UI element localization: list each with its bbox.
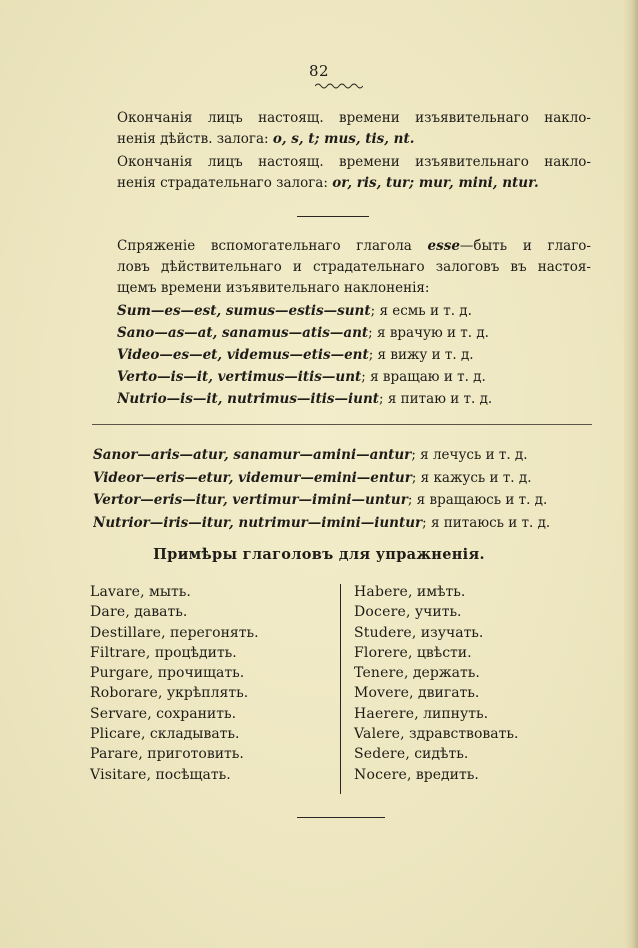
latin-verb: Habere xyxy=(354,584,408,600)
latin-forms: Sano—as—at, sanamus—atis—ant xyxy=(117,325,369,341)
conjugation-intro xyxy=(117,236,591,299)
russian-meaning: , двигать. xyxy=(409,685,480,702)
intro-line-1-text: Спряженіе вспомогательнаго глагола xyxy=(117,238,428,254)
russian-meaning: , процѣдить. xyxy=(145,644,237,661)
russian-meaning: , здравствовать. xyxy=(400,726,519,743)
examples-right-column xyxy=(354,582,594,785)
russian-meaning: , укрѣплять. xyxy=(157,685,249,702)
latin-verb: Valere xyxy=(354,726,401,743)
russian-meaning: , складывать. xyxy=(140,726,240,743)
russian-meaning: , держать. xyxy=(404,665,480,682)
page-number: 82 xyxy=(308,62,330,80)
passive-conjugation-row xyxy=(93,489,603,512)
example-verb xyxy=(354,663,594,683)
latin-verb: Haerere xyxy=(354,705,415,722)
intro-line-3: щемъ времени изъявительнаго наклоненія: xyxy=(117,280,430,296)
russian-meaning: , липнуть. xyxy=(414,705,489,722)
latin-forms: Nutrio—is—it, nutrimus—itis—iunt xyxy=(117,391,380,407)
active-endings-line-2 xyxy=(117,129,591,150)
examples-left-column xyxy=(90,582,330,785)
end-divider xyxy=(297,817,385,818)
russian-translation: ; я кажусь и т. д. xyxy=(411,469,532,486)
passive-endings-suffixes: or, ris, tur; mur, mini, ntur. xyxy=(332,175,539,191)
example-verb xyxy=(90,582,330,602)
passive-conjugation-row xyxy=(93,467,603,490)
example-verb xyxy=(354,765,594,785)
intro-esse-word: esse xyxy=(427,238,460,254)
active-conjugation-row xyxy=(117,388,597,410)
russian-meaning: , изучать. xyxy=(411,624,484,641)
intro-line-1-end: —быть и глаго- xyxy=(459,238,591,254)
russian-translation: ; я питаюсь и т. д. xyxy=(422,514,551,531)
active-conjugation-row xyxy=(117,344,597,366)
example-verb xyxy=(90,602,330,622)
russian-translation: ; я питаю и т. д. xyxy=(379,391,493,407)
latin-verb: Plicare xyxy=(90,726,141,743)
active-conjugation-row xyxy=(117,322,597,344)
page-number-ornament xyxy=(315,82,363,90)
russian-meaning: , мыть. xyxy=(140,584,191,600)
latin-verb: Studere xyxy=(354,624,412,641)
latin-forms: Vertor—eris—itur, vertimur—imini—untur xyxy=(93,492,408,508)
latin-forms: Video—es—et, videmus—etis—ent xyxy=(117,347,369,363)
intro-line-1 xyxy=(117,236,591,257)
latin-forms: Nutrior—iris—itur, nutrimur—imini—iuntur xyxy=(93,514,423,531)
latin-verb: Docere xyxy=(354,604,406,621)
column-divider xyxy=(340,584,341,794)
example-verb xyxy=(354,643,594,663)
russian-translation: ; я вижу и т. д. xyxy=(368,347,474,363)
latin-verb: Sedere xyxy=(354,746,406,763)
latin-verb: Nocere xyxy=(354,766,407,783)
russian-meaning: , цвѣсти. xyxy=(407,644,472,661)
russian-meaning: , учить. xyxy=(405,604,462,621)
latin-verb: Parare xyxy=(90,746,139,763)
russian-translation: ; я лечусь и т. д. xyxy=(411,447,528,463)
active-endings-text: ненія дѣйств. залога: xyxy=(117,131,273,147)
russian-translation: ; я врачую и т. д. xyxy=(368,325,489,341)
russian-translation: ; я вращаю и т. д. xyxy=(361,369,486,385)
latin-forms: Sum—es—est, sumus—estis—sunt xyxy=(117,303,371,319)
latin-verb: Purgare xyxy=(90,665,149,682)
active-conjugation-list xyxy=(117,300,597,410)
active-conjugation-row xyxy=(117,366,597,388)
horizontal-separator xyxy=(92,424,592,425)
russian-meaning: , приготовить. xyxy=(138,746,244,763)
russian-meaning: , прочищать. xyxy=(148,665,245,682)
russian-translation: ; я вращаюсь и т. д. xyxy=(407,492,548,508)
latin-verb: Tenere xyxy=(354,665,405,682)
latin-verb: Movere xyxy=(354,685,410,702)
latin-verb: Florere xyxy=(354,644,408,661)
active-endings-suffixes: o, s, t; mus, tis, nt. xyxy=(272,131,415,147)
active-conjugation-row xyxy=(117,300,597,322)
russian-translation: ; я есмь и т. д. xyxy=(370,303,472,319)
examples-heading: Примѣры глаголовъ для упражненія. xyxy=(153,546,485,563)
page-edge-shadow xyxy=(624,0,638,948)
russian-meaning: , вредить. xyxy=(406,766,479,783)
example-verb xyxy=(90,683,330,703)
example-verb xyxy=(90,704,330,724)
example-verb xyxy=(354,623,594,643)
latin-verb: Servare xyxy=(90,705,148,722)
example-verb xyxy=(354,744,594,764)
passive-conjugation-row xyxy=(93,444,603,467)
russian-meaning: , посѣщать. xyxy=(146,766,231,783)
latin-forms: Sanor—aris—atur, sanamur—amini—antur xyxy=(93,447,412,463)
passive-conjugation-list xyxy=(93,444,603,534)
russian-meaning: , имѣть. xyxy=(407,584,466,600)
example-verb xyxy=(354,683,594,703)
active-endings-line-1: Окончанія лицъ настоящ. времени изъявительнаго накло- xyxy=(117,110,591,126)
example-verb xyxy=(90,643,330,663)
example-verb xyxy=(354,602,594,622)
russian-meaning: , давать. xyxy=(125,604,188,621)
example-verb xyxy=(90,623,330,643)
passive-endings-paragraph xyxy=(117,152,591,194)
passive-endings-line-2 xyxy=(117,173,591,194)
example-verb xyxy=(90,765,330,785)
passive-endings-line-1: Окончанія лицъ настоящ. времени изъявительнаго накло- xyxy=(117,154,591,170)
latin-forms: Videor—eris—etur, videmur—emini—entur xyxy=(93,469,412,486)
example-verb xyxy=(90,744,330,764)
intro-line-2: ловъ дѣйствительнаго и страдательнаго залоговъ въ настоя- xyxy=(117,259,591,275)
latin-verb: Visitare xyxy=(90,766,147,783)
latin-verb: Destillare xyxy=(90,624,162,641)
example-verb xyxy=(354,704,594,724)
russian-meaning: , перегонять. xyxy=(161,624,259,641)
latin-forms: Verto—is—it, vertimus—itis—unt xyxy=(117,369,362,385)
active-endings-paragraph xyxy=(117,108,591,150)
passive-endings-text: ненія страдательнаго залога: xyxy=(117,175,333,191)
russian-meaning: , сидѣть. xyxy=(405,746,469,763)
latin-verb: Filtrare xyxy=(90,644,146,661)
example-verb xyxy=(90,663,330,683)
latin-verb: Roborare xyxy=(90,685,158,702)
example-verb xyxy=(354,582,594,602)
section-divider xyxy=(297,216,369,217)
latin-verb: Dare xyxy=(90,604,126,621)
example-verb xyxy=(90,724,330,744)
russian-meaning: , сохранить. xyxy=(147,705,237,722)
latin-verb: Lavare xyxy=(90,584,141,600)
example-verb xyxy=(354,724,594,744)
passive-conjugation-row xyxy=(93,512,603,535)
